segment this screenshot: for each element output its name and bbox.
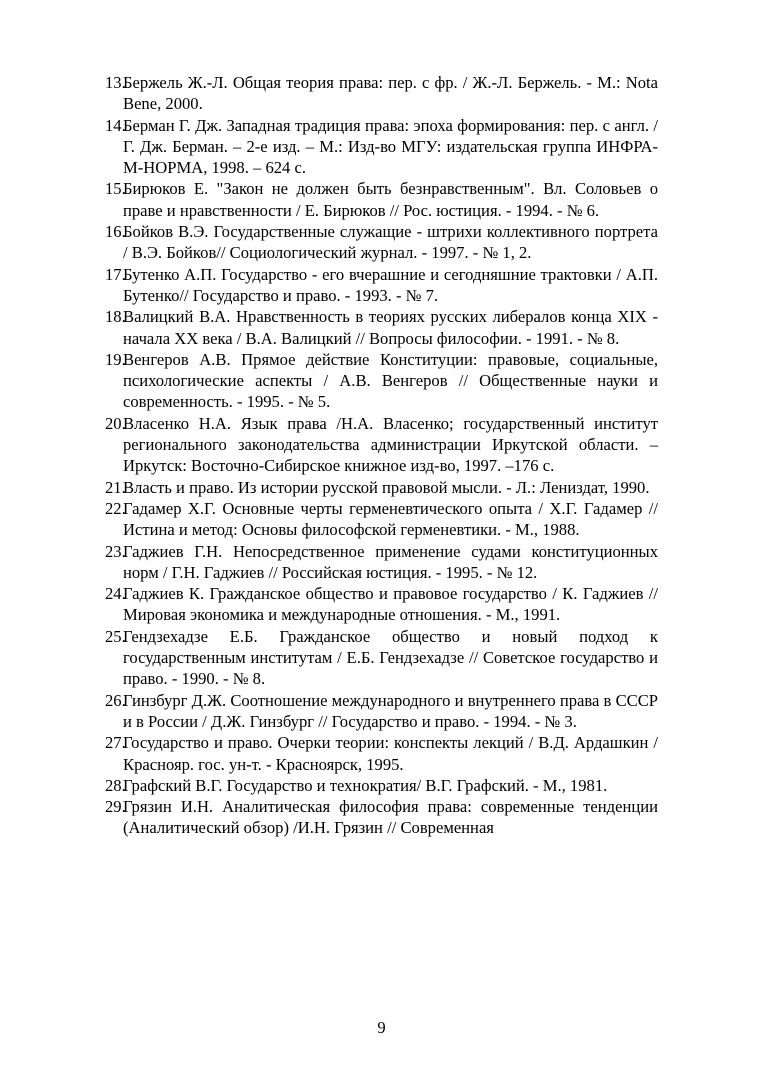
- reference-entry: [105, 626, 658, 690]
- reference-number: 28.: [105, 775, 126, 795]
- reference-entry: [105, 775, 658, 796]
- reference-entry: [105, 349, 658, 413]
- reference-entry: [105, 221, 658, 264]
- reference-number: 23.: [105, 541, 126, 561]
- reference-entry: [105, 498, 658, 541]
- reference-number: 19.: [105, 349, 126, 369]
- reference-number: 20.: [105, 413, 126, 433]
- reference-entry: [105, 732, 658, 775]
- reference-text: Гаджиев Г.Н. Непосредственное применение судами конституционных норм / Г.Н. Гаджиев // Российская юстиция. - 1995. - № 12.: [123, 541, 658, 582]
- reference-text: Бойков В.Э. Государственные служащие - штрихи коллективного портрета / В.Э. Бойков// Социологический журнал. - 1997. - № 1, 2.: [123, 222, 658, 263]
- reference-entry: [105, 115, 658, 179]
- reference-number: 24.: [105, 584, 126, 604]
- reference-text: Гадамер Х.Г. Основные черты герменевтического опыта / Х.Г. Гадамер // Истина и метод: Основы философской герменевтики. - М., 1988.: [123, 498, 658, 540]
- reference-entry: [105, 690, 658, 733]
- reference-entry: [105, 796, 658, 839]
- reference-entry: [105, 264, 658, 307]
- reference-text: Графский В.Г. Государство и технократия/ В.Г. Графский. - М., 1981.: [123, 775, 608, 795]
- reference-text: Бержель Ж.-Л. Общая теория права: пер. с фр. / Ж.-Л. Бержель. - М.: Nota Bene, 2000.: [123, 73, 658, 114]
- reference-number: 13.: [105, 73, 126, 92]
- reference-number: 27.: [105, 733, 126, 753]
- reference-text: Гендзехадзе Е.Б. Гражданское общество и новый подход к государственным институтам / Е.Б. Гендзехадзе // Советское государство и право. - 1990. - № 8.: [123, 626, 658, 689]
- reference-number: 21.: [105, 477, 126, 497]
- page-number: 9: [377, 1018, 386, 1037]
- reference-text: Берман Г. Дж. Западная традиция права: эпоха формирования: пер. с англ. /Г. Дж. Берман. – 2-е изд. – М.: Изд-во МГУ: издательская группа ИНФРА-М-НОРМА, 1998. – 624 с.: [123, 115, 658, 178]
- reference-text: Грязин И.Н. Аналитическая философия права: современные тенденции (Аналитический обзор) /И.Н. Грязин // Современная: [123, 797, 658, 838]
- reference-number: 17.: [105, 264, 126, 284]
- reference-text: Государство и право. Очерки теории: конспекты лекций / В.Д. Ардашкин / Краснояр. гос. ун-т. - Красноярск, 1995.: [123, 733, 658, 774]
- reference-text: Власенко Н.А. Язык права /Н.А. Власенко; государственный институт регионального законодательства администрации Иркутской области. – Иркутск: Восточно-Сибирское книжное изд-во, 1997. –176 с.: [123, 413, 658, 476]
- reference-text: Венгеров А.В. Прямое действие Конституции: правовые, социальные, психологические аспекты / А.В. Венгеров // Общественные науки и современность. - 1995. - № 5.: [123, 349, 658, 412]
- reference-entry: [105, 72, 658, 115]
- reference-number: 16.: [105, 222, 126, 242]
- reference-text: Валицкий В.А. Нравственность в теориях русских либералов конца XIX - начала XX века / В.А. Валицкий // Вопросы философии. - 1991. - № 8.: [123, 307, 658, 348]
- reference-entry: [105, 306, 658, 349]
- reference-number: 18.: [105, 307, 126, 327]
- reference-number: 14.: [105, 115, 126, 135]
- reference-number: 15.: [105, 179, 126, 199]
- reference-entry: [105, 583, 658, 626]
- reference-list: [105, 72, 658, 839]
- reference-text: Гинзбург Д.Ж. Соотношение международного и внутреннего права в СССР и в России / Д.Ж. Гинзбург // Государство и право. - 1994. - № 3.: [123, 690, 658, 731]
- reference-number: 25.: [105, 626, 126, 646]
- reference-entry: [105, 413, 658, 477]
- reference-number: 22.: [105, 498, 126, 518]
- reference-text: Власть и право. Из истории русской правовой мысли. - Л.: Лениздат, 1990.: [123, 477, 650, 497]
- reference-entry: [105, 541, 658, 584]
- reference-text: Гаджиев К. Гражданское общество и правовое государство / К. Гаджиев // Мировая экономика и международные отношения. - М., 1991.: [123, 584, 658, 625]
- reference-text: Бирюков Е. "Закон не должен быть безнравственным". Вл. Соловьев о праве и нравственности / Е. Бирюков // Рос. юстиция. - 1994. - № 6.: [123, 179, 658, 220]
- reference-number: 29.: [105, 797, 126, 817]
- reference-number: 26.: [105, 690, 126, 710]
- reference-entry: [105, 178, 658, 221]
- reference-entry: [105, 477, 658, 498]
- reference-text: Бутенко А.П. Государство - его вчерашние и сегодняшние трактовки / А.П. Бутенко// Государство и право. - 1993. - № 7.: [123, 264, 658, 305]
